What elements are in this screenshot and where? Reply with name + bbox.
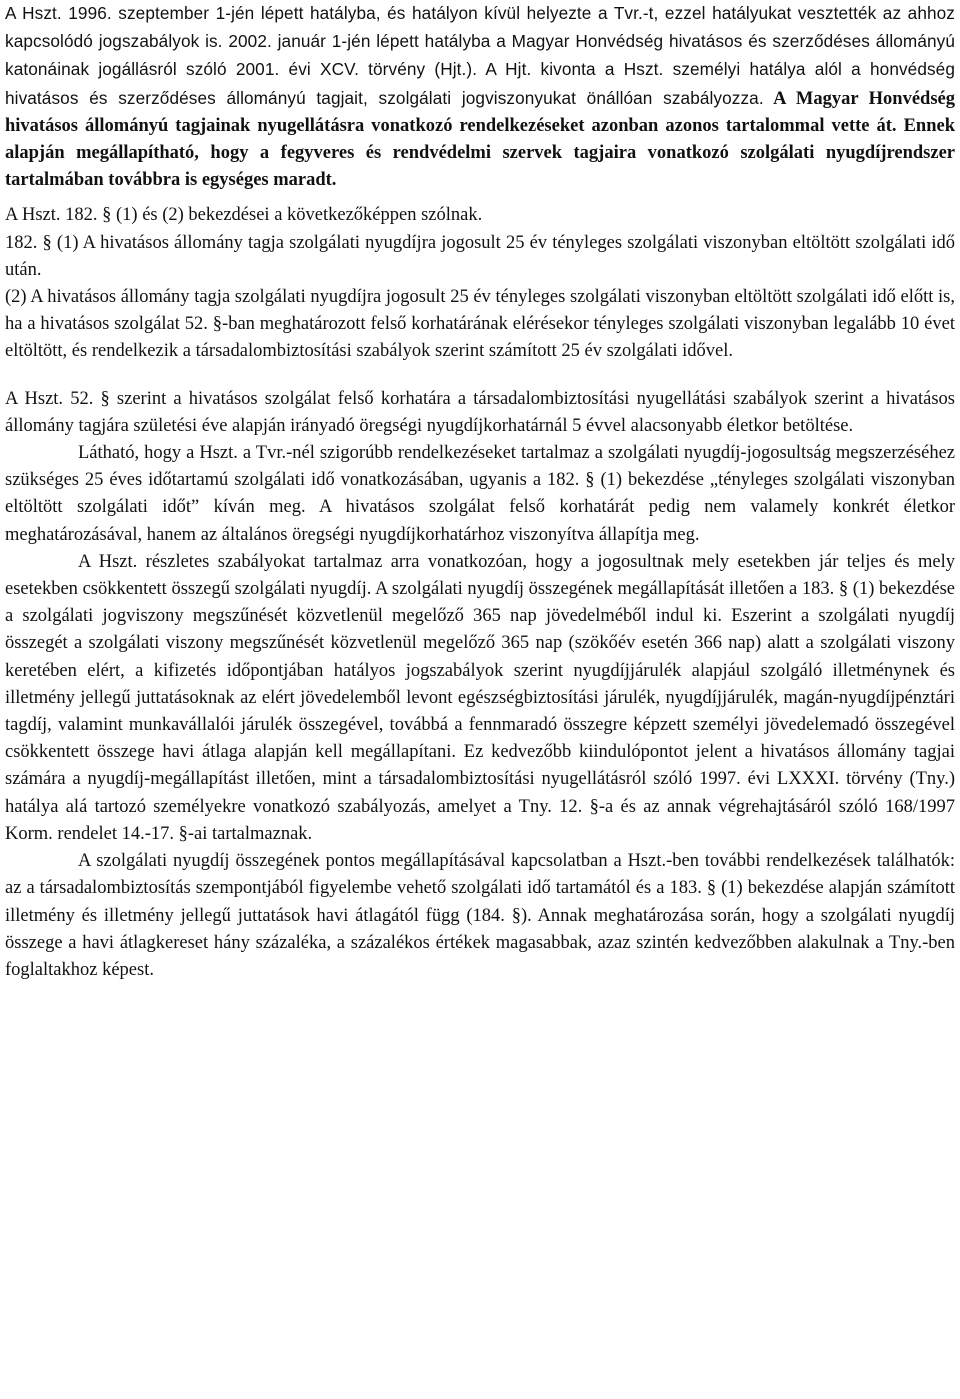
- paragraph-comparison: Látható, hogy a Hszt. a Tvr.-nél szigorúbb rendelkezéseket tartalmaz a szolgálati nyugdíj-jogosultság megszerzéséhez szükséges 25 éves időtartamú szolgálati idő vonatkozásában, ugyanis a 182. § (1) bekezdése „tényleges szolgálati viszonyban eltöltött szolgálati időt” kíván meg. A hivatásos szolgálat felső korhatárát pedig nem valamely konkrét életkor meghatározásával, hanem az általános öregségi nyugdíjkorhatárhoz viszonyítva állapítja meg.: [5, 443, 955, 545]
- document-body: [5, 0, 955, 984]
- spacer: [5, 366, 955, 386]
- paragraph-calculation: A Hszt. részletes szabályokat tartalmaz arra vonatkozóan, hogy a jogosultnak mely esetekben jár teljes és mely esetekben csökkentett összegű szolgálati nyugdíj. A szolgálati nyugdíj összegének megállapítását illetően a 183. § (1) bekezdése a szolgálati jogviszony megszűnését közvetlenül megelőző 365 nap jövedelméből indul ki. Eszerint a szolgálati nyugdíj összegét a szolgálati viszony megszűnését közvetlenül megelőző 365 nap (szökőév esetén 366 nap) alatt a szolgálati viszony keretében elért, a kifizetés időpontjában hatályos jogszabályok szerint nyugdíjjárulék alapjául szolgáló illetménynek és illetmény jellegű juttatásoknak az elért jövedelemből levont egészségbiztosítási járulék, nyugdíjjárulék, magán-nyugdíjpénztári tagdíj, valamint munkavállalói járulék összegével, továbbá a fennmaradó összegre képzett személyi jövedelemadó összegével csökkentett összege havi átlaga alapján kell megállapítani. Ez kedvezőbb kiindulópontot jelent a hivatásos állomány tagjai számára a nyugdíj-megállapítást illetően, mint a társadalombiztosítási nyugellátásról szóló 1997. évi LXXXI. törvény (Tny.) hatálya alá tartozó személyekre vonatkozó szabályozás, amelyet a Tny. 12. §-a és az annak végrehajtásáról szóló 168/1997 Korm. rendelet 14.-17. §-ai tartalmaznak.: [5, 551, 955, 844]
- paragraph-sans-intro: A Hszt. 1996. szeptember 1-jén lépett hatályba, és hatályon kívül helyezte a Tvr.-t, ezzel hatályukat vesztették az ahhoz kapcsolódó jogszabályok is.: [5, 3, 955, 52]
- paragraph-hszt-hjt: [5, 0, 955, 194]
- paragraph-182-2: (2) A hivatásos állomány tagja szolgálati nyugdíjra jogosult 25 év tényleges szolgálati viszonyban eltöltött szolgálati idő előtt is, ha a hivatásos szolgálat 52. §-ban meghatározott felső korhatárának elérésekor tényleges szolgálati viszonyban legalább 10 évet eltöltött, és rendelkezik a társadalombiztosítási szabályok szerint számított 25 év szolgálati idővel.: [5, 287, 955, 362]
- paragraph-bold-conclusion: A Magyar Honvédség hivatásos állományú tagjainak nyugellátásra vonatkozó rendelkezéseket azonban azonos tartalommal vette át. Ennek alapján megállapítható, hogy a fegyveres és rendvédelmi szervek tagjaira vonatkozó szolgálati nyugdíjrendszer tartalmában továbbra is egységes maradt.: [5, 88, 955, 191]
- paragraph-182-1: 182. § (1) A hivatásos állomány tagja szolgálati nyugdíjra jogosult 25 év tényleges szolgálati viszonyban eltöltött szolgálati idő után.: [5, 232, 955, 280]
- spacer: [5, 194, 955, 202]
- paragraph-sans-hjt: 2002. január 1-jén lépett hatályba a Magyar Honvédség hivatásos és szerződéses állományú katonáinak jogállásról szóló 2001. évi XCV. törvény (Hjt.). A Hjt. kivonta a Hszt.: [5, 31, 955, 80]
- paragraph-182-intro: A Hszt. 182. § (1) és (2) bekezdései a következőképpen szólnak.: [5, 205, 483, 226]
- paragraph-52: A Hszt. 52. § szerint a hivatásos szolgálat felső korhatára a társadalombiztosítási nyugellátási szabályok szerint a hivatásos állomány tagjára születési éve alapján irányadó öregségi nyugdíjkorhatárnál 5 évvel alacsonyabb életkor betöltése.: [5, 388, 955, 436]
- paragraph-amount: A szolgálati nyugdíj összegének pontos megállapításával kapcsolatban a Hszt.-ben további rendelkezések találhatók: az a társadalombiztosítás szempontjából figyelembe vehető szolgálati idő tartamától és a 183. § (1) bekezdése alapján számított illetmény és illetmény jellegű juttatások havi átlagától függ (184. §). Annak meghatározása során, hogy a szolgálati nyugdíj összege a havi átlagkereset hány százaléka, a százalékos értékek magasabbak, azaz szintén kedvezőbben alakulnak a Tny.-ben foglaltakhoz képest.: [5, 851, 955, 980]
- paragraph-sans-scope: személyi hatálya alól a honvédség hivatásos és szerződéses állományú tagjait, szolgálati jogviszonyukat önállóan szabályozza.: [5, 59, 956, 108]
